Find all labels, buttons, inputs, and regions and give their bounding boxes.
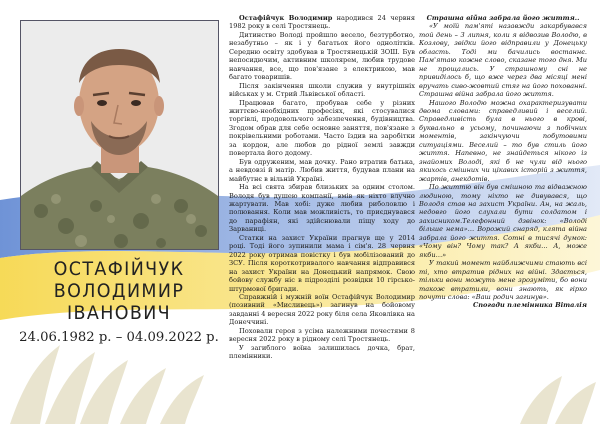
patronymic: ІВАНОВИЧ bbox=[66, 302, 172, 324]
biography-paragraph: Працював багато, пробував себе у різних життєво-необхідних професіях, які стосувалися торгівлі, продовольчого забезпечення, будівництва. Згодом обрав для себе основне заняття, пов'язане з покрівельними роботами. Часто їздив на заробітки за кордон, але любов до рідної землі завжди повертала його додому. bbox=[229, 98, 415, 158]
biography-paragraph: Був одруженим, мав дочку. Рано втратив батька, а невдовзі й матір. Любив життя, будував плани на майбутнє в вільній Україні. bbox=[229, 157, 415, 183]
life-dates: 24.06.1982 р. – 04.09.2022 р. bbox=[19, 330, 219, 345]
memoir-title: Страшна війна забрала його життя.. bbox=[426, 14, 580, 22]
portrait-illustration bbox=[21, 21, 218, 249]
biography-paragraph: Після закінчення школи служив у внутрішніх військах у м. Стрий Львівської області. bbox=[229, 81, 415, 99]
memoir-paragraph: У такий момент найближчими стають всі ті, хто втратив рідних на війні. Здається, тільки вони можуть мене зрозуміти, бо вони також втратили, вони знають, як гірко почути слова: «Ваш родич загинув». bbox=[419, 259, 587, 301]
biography-paragraph: Статки на захист України прагнув ще у 2014 році. Тоді його зупинили мама і сім'я. 28 червня 2022 року отримав повістку і був мобілізований до ЗСУ. Після короткотривалого навчання відправився на захист України на Донецький напрямок. Свою бойову службу ніс в підрозділі розвідки 10 гірсько-штурмової бригади. bbox=[229, 233, 415, 293]
memoir-paragraph: По життю він був смішною та відважною людиною, тому ніхто не дивувався, що Володя став на захист України. Ан, на жаль, недовго його слухали бути солдатом і захисником.Телефонний дзвінок: «Володі більше нема»… Ворожий снаряд, клята війна забрала його життя. Сотні в тисячі думок: «Чому він? Чому так? А якби… А, може якби…» bbox=[419, 183, 587, 259]
surname: ОСТАФІЙЧУК bbox=[53, 258, 185, 280]
biography-paragraph: У загиблого воїна залишилась дочка, брат, племінники. bbox=[229, 343, 415, 361]
biography-paragraph: На всі свята збирав близьких за одним столом. Володя був душею компанії, вмів як ніхто влучно жартувати. Мав хобі: дуже любив риболовлю і полювання. Коли мав можливість, то приєднувався до парафіян, які здійснювали піщу ходу до Зарваниці. bbox=[229, 183, 415, 234]
name-block bbox=[8, 258, 230, 345]
biography-column bbox=[229, 14, 415, 419]
memoir-paragraph: Нашого Володю можна охарактеризувати двома словами: справедливий і веселий. Справедливість була в нього в крові, буквально в усьому, починаючи з побічних моментів, закінчуючи побутовими ситуаціями. Веселий – то був стиль його життя. Напевно, не знайдеться нікого із знайомих Володі, які б не чули від нього якихось смішних чи цікавих історій з життя, жартів, анекдотів. bbox=[419, 98, 587, 183]
memoir-paragraph: «У моїй пам'яті назавжди закарбувався той день – 3 липня, коли я відвозив Володю, в Козлову, звідки його відправили у Донецьку область. Тоді ми бачились востаннє. Пам'ятаю кожне слово, сказане того дня. Ми не прощались. У страшному сні не привиділось б, що вже через два місяці мені вручать сиво-жовтий стяг на його похованні. Страшна війна забрала його життя. bbox=[419, 22, 587, 99]
memoir-signature: Спогади племінника Віталія bbox=[472, 301, 587, 310]
biography-paragraph: Поховали героя з усіма належними почестями 8 вересня 2022 року в рідному селі Тростянець. bbox=[229, 326, 415, 344]
memoir-column bbox=[419, 14, 587, 419]
portrait-photo bbox=[20, 20, 219, 250]
biography-lead-name: Остафійчук Володимир bbox=[239, 14, 333, 22]
biography-paragraph: Остафійчук Володимир народився 24 червня 1982 року в селі Тростянець. bbox=[229, 14, 415, 31]
first-name: ВОЛОДИМИР bbox=[53, 280, 185, 302]
biography-paragraph: Дитинство Володі пройшло весело, безтурботно, незабутньо – як і у багатьох його однолітків. Середню освіту здобував в Тростянецькій ЗОШ. Був непосидючим, активним школярем, любив трудове навчання, все, що пов'язане з електрикою, мав багато товаришів. bbox=[229, 30, 415, 82]
biography-paragraph: Справжній і мужній воїн Остафійчук Володимир (позивний «Мисливець») загинув на бойовому завданні 4 вересня 2022 року біля села Яковлівка на Донеччині. bbox=[229, 292, 415, 327]
